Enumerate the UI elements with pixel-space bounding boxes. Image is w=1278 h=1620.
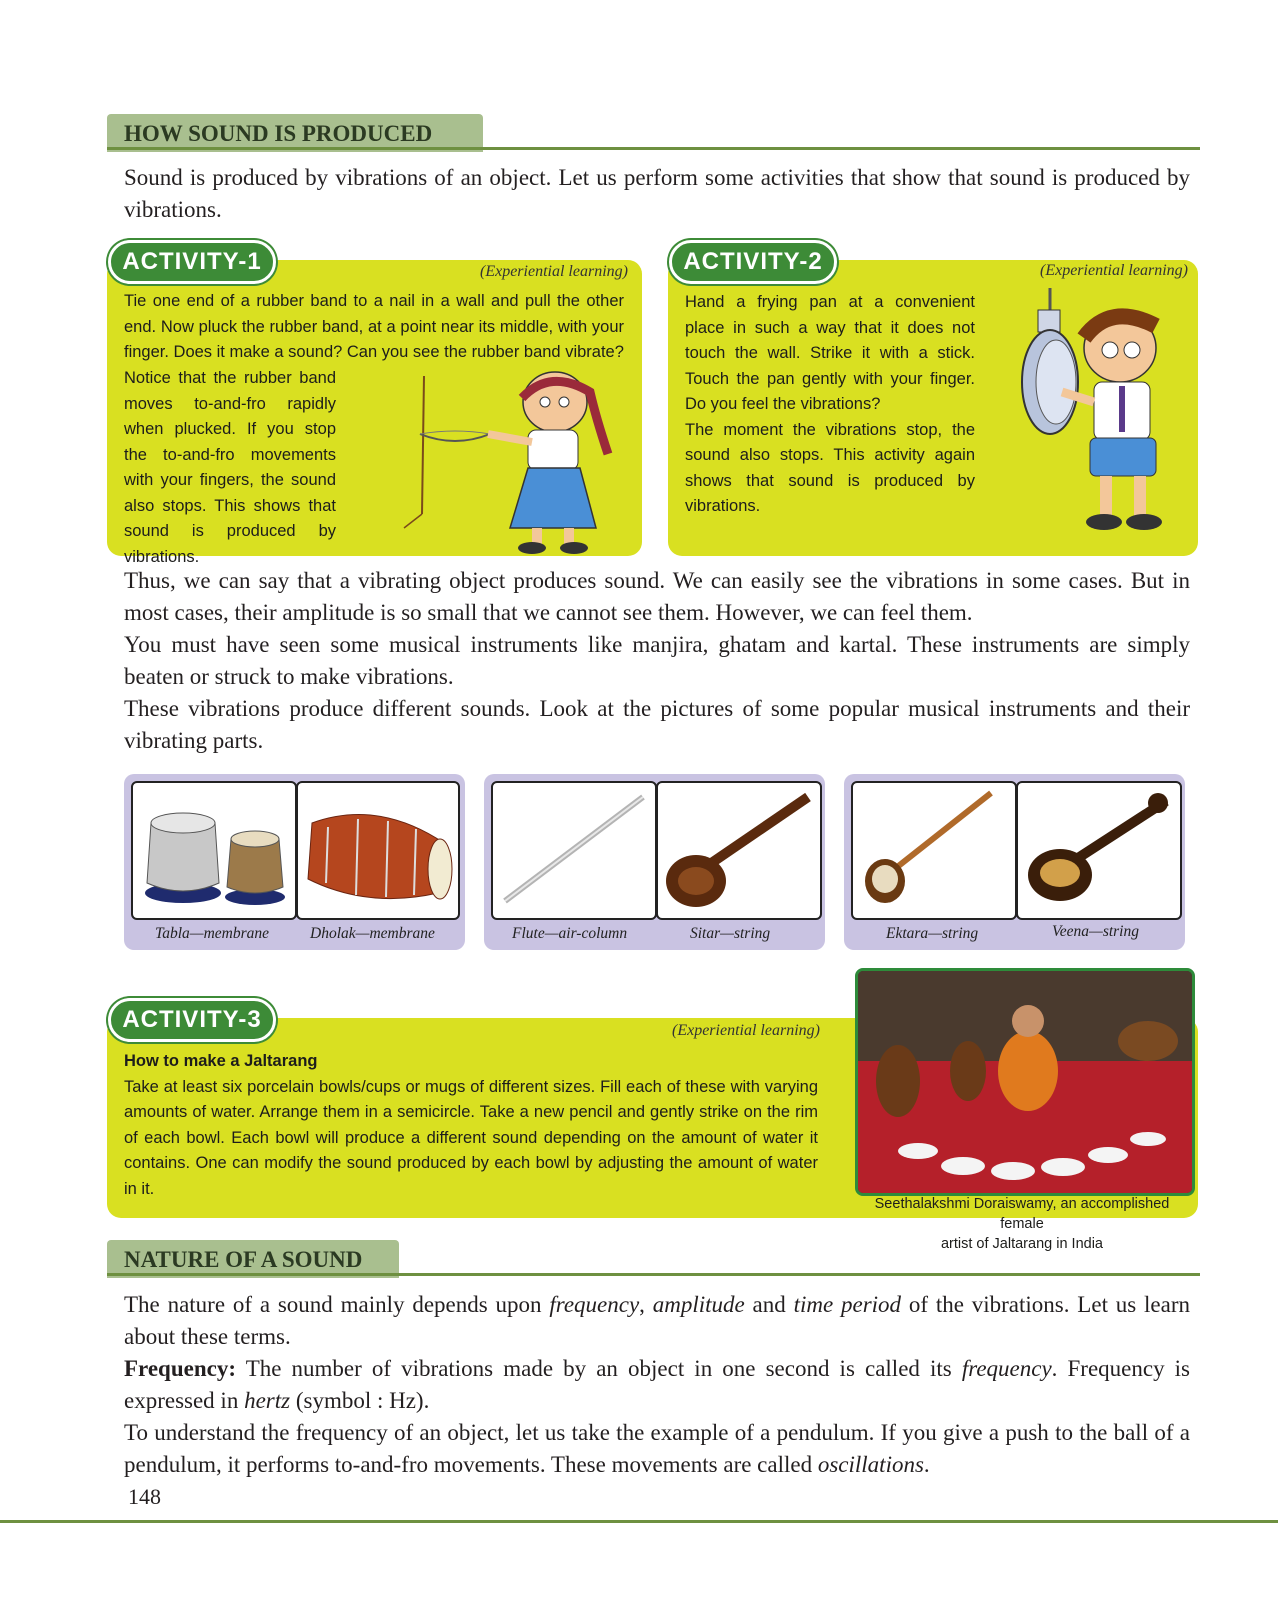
photo-caption <box>855 1194 1189 1254</box>
instrument-part: string <box>1102 923 1139 940</box>
instrument-caption <box>512 925 627 943</box>
tabla-image <box>131 781 297 920</box>
body-paragraph: You must have seen some musical instruments like manjira, ghatam and kartal. These instruments are simply beaten or struck to make vibrations. <box>124 632 1190 689</box>
instrument-name: Flute <box>512 925 545 942</box>
section-heading: NATURE OF A SOUND <box>107 1240 399 1278</box>
term-time-period: time period <box>793 1292 902 1317</box>
ektara-image <box>851 781 1017 920</box>
instrument-part: string <box>733 925 771 942</box>
activity-2-line2: The moment the vibrations stop, the sound also stops. This activity again shows that sound is produced by vibrations. <box>685 420 975 515</box>
nature-paragraph-3 <box>124 1417 1190 1481</box>
instrument-separator: — <box>720 925 734 942</box>
instrument-caption <box>310 925 435 943</box>
instrument-part: membrane <box>203 925 269 942</box>
instrument-separator: — <box>355 925 370 942</box>
frequency-label: Frequency: <box>124 1356 237 1381</box>
text-run: . <box>923 1452 930 1477</box>
activity-3-badge: ACTIVITY-3 <box>108 998 276 1042</box>
instrument-separator: — <box>928 925 942 942</box>
term-oscillations: oscillations <box>817 1452 924 1477</box>
instrument-caption <box>155 925 269 943</box>
instrument-part: air-column <box>558 925 628 942</box>
activity-3-heading: How to make a Jaltarang <box>124 1052 318 1070</box>
jaltarang-photo <box>855 968 1195 1196</box>
body-paragraph: These vibrations produce different sounds. Look at the pictures of some popular musical instruments and their vibrating parts. <box>124 696 1190 753</box>
text-run: To understand the frequency of an object, let us take the example of a pendulum. If you give a push to the ball of a pendulum, it performs to-and-fro movements. These movements are called <box>124 1420 1190 1477</box>
intro-text: Sound is produced by vibrations of an object. Let us perform some activities that show that sound is produced by vibrations. <box>124 165 1190 222</box>
instrument-name: Veena <box>1052 923 1090 940</box>
section-rule <box>107 1273 1200 1276</box>
text-run: , <box>639 1292 653 1317</box>
instrument-caption <box>1052 923 1139 941</box>
activity-3-body: Take at least six porcelain bowls/cups or mugs of different sizes. Fill each of these with varying amounts of water. Arrange them in a semicircle. Take a new pencil and gently strike on the rim of each bowl. Each bowl will produce a different sound depending on the amount of water it contains. One can modify the sound produced by each bowl by adjusting the amount of water in it. <box>124 1077 818 1198</box>
flute-image <box>491 781 657 920</box>
text-run: (symbol : Hz). <box>290 1388 430 1413</box>
activity-1-line1: Tie one end of a rubber band to a nail in a wall and pull the other end. Now pluck the rubber band, at a point near its middle, with your finger. Does it make a sound? Can you see the rubber band vibrate? <box>124 292 624 361</box>
activity-3-text <box>124 1049 818 1202</box>
text-run: The nature of a sound mainly depends upon <box>124 1292 550 1317</box>
body-paragraphs <box>124 565 1190 757</box>
photo-caption-line1: Seethalakshmi Doraiswamy, an accomplished female <box>874 1196 1170 1232</box>
instrument-part: membrane <box>369 925 435 942</box>
sitar-image <box>656 781 822 920</box>
body-paragraph: Thus, we can say that a vibrating object produces sound. We can easily see the vibrations in some cases. But in most cases, their amplitude is so small that we cannot see them. However, we can feel them. <box>124 568 1190 625</box>
activity-2-text <box>685 290 975 520</box>
text-run: The number of vibrations made by an object in one second is called its <box>236 1356 962 1381</box>
instrument-name: Dholak <box>310 925 356 942</box>
instrument-name: Tabla <box>155 925 190 942</box>
instrument-caption <box>886 925 978 943</box>
term-frequency: frequency <box>961 1356 1052 1381</box>
intro-paragraph <box>124 162 1190 226</box>
instrument-caption <box>690 925 770 943</box>
activity-1-badge: ACTIVITY-1 <box>108 240 276 284</box>
instrument-name: Sitar <box>690 925 721 942</box>
instrument-name: Ektara <box>886 925 929 942</box>
term-frequency: frequency <box>549 1292 640 1317</box>
activity-1-text <box>124 289 624 366</box>
nature-paragraph-2 <box>124 1353 1190 1417</box>
text-run: and <box>744 1292 794 1317</box>
activity-1-text-2 <box>124 366 336 570</box>
text-run: of the vibrations. Let us learn about these terms. <box>124 1292 1191 1349</box>
instrument-separator: — <box>544 925 559 942</box>
instrument-part: string <box>941 925 979 942</box>
activity-2-tag: (Experiential learning) <box>1040 262 1188 279</box>
instrument-separator: — <box>1089 923 1103 940</box>
dholak-image <box>296 781 460 920</box>
page-footer-rule <box>0 1520 1278 1523</box>
photo-caption-line2: artist of Jaltarang in India <box>940 1236 1103 1252</box>
veena-image <box>1016 781 1182 920</box>
nature-paragraph-1 <box>124 1289 1190 1353</box>
page-number: 148 <box>128 1484 161 1509</box>
boy-frying-pan-illustration <box>1010 282 1196 554</box>
girl-rubber-band-illustration <box>400 368 620 554</box>
activity-1-line2: Notice that the rubber band moves to-and-fro rapidly when plucked. If you stop the to-and-fro movements with your fingers, the sound also stops. This shows that sound is produced by vibrations. <box>124 369 336 566</box>
activity-2-badge: ACTIVITY-2 <box>669 240 837 284</box>
activity-2-line1: Hand a frying pan at a convenient place in such a way that it does not touch the wall. Strike it with a stick. Touch the pan gently with your finger. Do you feel the vibrations? <box>685 293 975 413</box>
section-rule <box>107 147 1200 150</box>
nature-paragraphs <box>124 1289 1190 1481</box>
term-amplitude: amplitude <box>652 1292 745 1317</box>
activity-1-tag: (Experiential learning) <box>480 263 628 280</box>
section-heading: HOW SOUND IS PRODUCED <box>107 114 483 152</box>
activity-3-tag: (Experiential learning) <box>672 1022 820 1039</box>
text-run: . Frequency is expressed in <box>124 1356 1191 1413</box>
instrument-separator: — <box>189 925 204 942</box>
term-hertz: hertz <box>244 1388 291 1413</box>
